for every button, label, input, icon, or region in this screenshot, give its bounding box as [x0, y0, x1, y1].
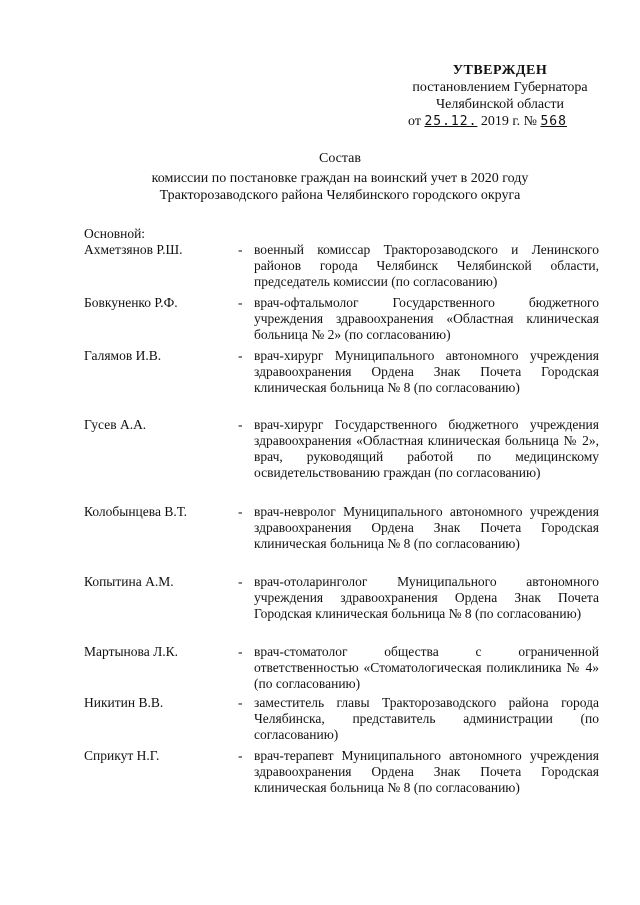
member-name: Бовкуненко Р.Ф. — [84, 295, 178, 310]
title-line-2: комиссии по постановке граждан на воинский учет в 2020 году — [151, 171, 529, 186]
member-name: Гусев А.А. — [84, 417, 147, 432]
member-role: врач-невролог Муниципального автономного учреждения здравоохранения Ордена Знак Почета Городская клиническая больница № 8 (по согласованию) — [254, 504, 599, 551]
member-role: военный комиссар Тракторозаводского и Ленинского районов города Челябинск Челябинской области, председатель комиссии (по согласованию) — [254, 242, 599, 289]
approval-line-1: постановлением Губернатора — [412, 80, 588, 95]
approval-date-line — [400, 113, 600, 130]
title-line-3: Тракторозаводского района Челябинского городского округа — [159, 188, 521, 203]
member-dash: - — [238, 695, 243, 710]
member-dash: - — [238, 295, 243, 310]
member-role: врач-отоларинголог Муниципального автономного учреждения здравоохранения Ордена Знак Почета Городская клиническая больница № 8 (по согласованию) — [254, 574, 599, 621]
approval-date: 25.12. — [424, 114, 478, 129]
member-dash: - — [238, 417, 243, 432]
approval-heading: УТВЕРЖДЕН — [452, 63, 548, 78]
member-role: врач-офтальмолог Государственного бюджетного учреждения здравоохранения «Областная клиническая больница № 2» (по согласованию) — [254, 295, 599, 342]
date-suffix: 2019 г. № — [480, 114, 537, 129]
member-role: врач-стоматолог общества с ограниченной ответственностью «Стоматологическая поликлиника № 4» (по согласованию) — [254, 644, 599, 691]
approval-line-2: Челябинской области — [436, 97, 564, 112]
member-role: врач-хирург Муниципального автономного учреждения здравоохранения Ордена Знак Почета Городская клиническая больница № 8 (по согласованию) — [254, 348, 599, 395]
member-role: заместитель главы Тракторозаводского района города Челябинска, представитель администрации (по согласованию) — [254, 695, 599, 742]
member-name: Никитин В.В. — [84, 695, 164, 710]
document-title — [80, 150, 600, 204]
member-name: Колобынцева В.Т. — [84, 504, 187, 519]
member-name: Сприкут Н.Г. — [84, 748, 160, 763]
approval-block — [400, 62, 600, 130]
member-role: врач-хирург Государственного бюджетного учреждения здравоохранения «Областная клиническая больница № 2», врач, руководящий работой по медицинскому освидетельствованию граждан (по согласованию) — [254, 417, 599, 480]
member-name: Мартынова Л.К. — [84, 644, 178, 659]
member-name: Галямов И.В. — [84, 348, 162, 363]
member-dash: - — [238, 348, 243, 363]
member-role: врач-терапевт Муниципального автономного учреждения здравоохранения Ордена Знак Почета Городская клиническая больница № 8 (по согласованию) — [254, 748, 599, 795]
date-prefix: от — [408, 114, 421, 129]
title-line-1: Состав — [318, 151, 361, 166]
member-dash: - — [238, 644, 243, 659]
member-dash: - — [238, 748, 243, 763]
member-name: Копытина А.М. — [84, 574, 174, 589]
member-dash: - — [238, 242, 243, 257]
member-dash: - — [238, 574, 243, 589]
member-name: Ахметзянов Р.Ш. — [84, 242, 183, 257]
member-dash: - — [238, 504, 243, 519]
approval-number: 568 — [540, 114, 567, 129]
group-label: Основной: — [84, 226, 146, 241]
